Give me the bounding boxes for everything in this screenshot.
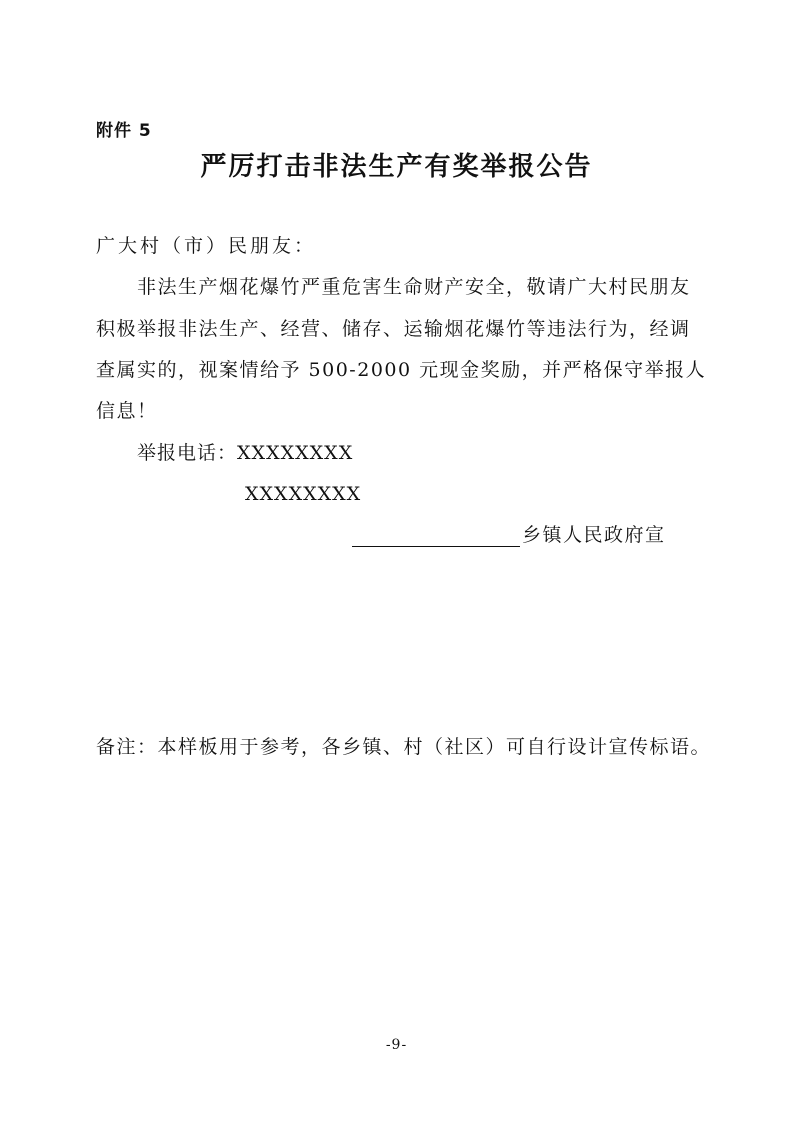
document-title: 严厉打击非法生产有奖举报公告: [200, 152, 593, 182]
body-line-1: 非法生产烟花爆竹严重危害生命财产安全，敬请广大村民朋友: [137, 276, 691, 298]
signature-line: [352, 523, 666, 547]
hotline-line-1: [137, 441, 353, 465]
page-number: -9-: [385, 1037, 408, 1053]
greeting: 广大村（市）民朋友：: [96, 235, 317, 257]
body-line-2: 积极举报非法生产、经营、储存、运输烟花爆竹等违法行为，经调: [96, 318, 691, 340]
attachment-label: 附件 5: [96, 121, 152, 141]
hotline-number-1: XXXXXXXX: [237, 442, 354, 464]
body-line-4: 信息！: [96, 400, 158, 422]
signature-blank: [352, 524, 520, 547]
signature-suffix: 乡镇人民政府宣: [522, 524, 666, 546]
hotline-number-2: XXXXXXXX: [245, 483, 362, 505]
note: 备注：本样板用于参考，各乡镇、村（社区）可自行设计宣传标语。: [96, 736, 712, 758]
body-line-3: 查属实的，视案情给予 500-2000 元现金奖励，并严格保守举报人: [96, 359, 707, 381]
hotline-label: 举报电话：: [137, 442, 238, 464]
